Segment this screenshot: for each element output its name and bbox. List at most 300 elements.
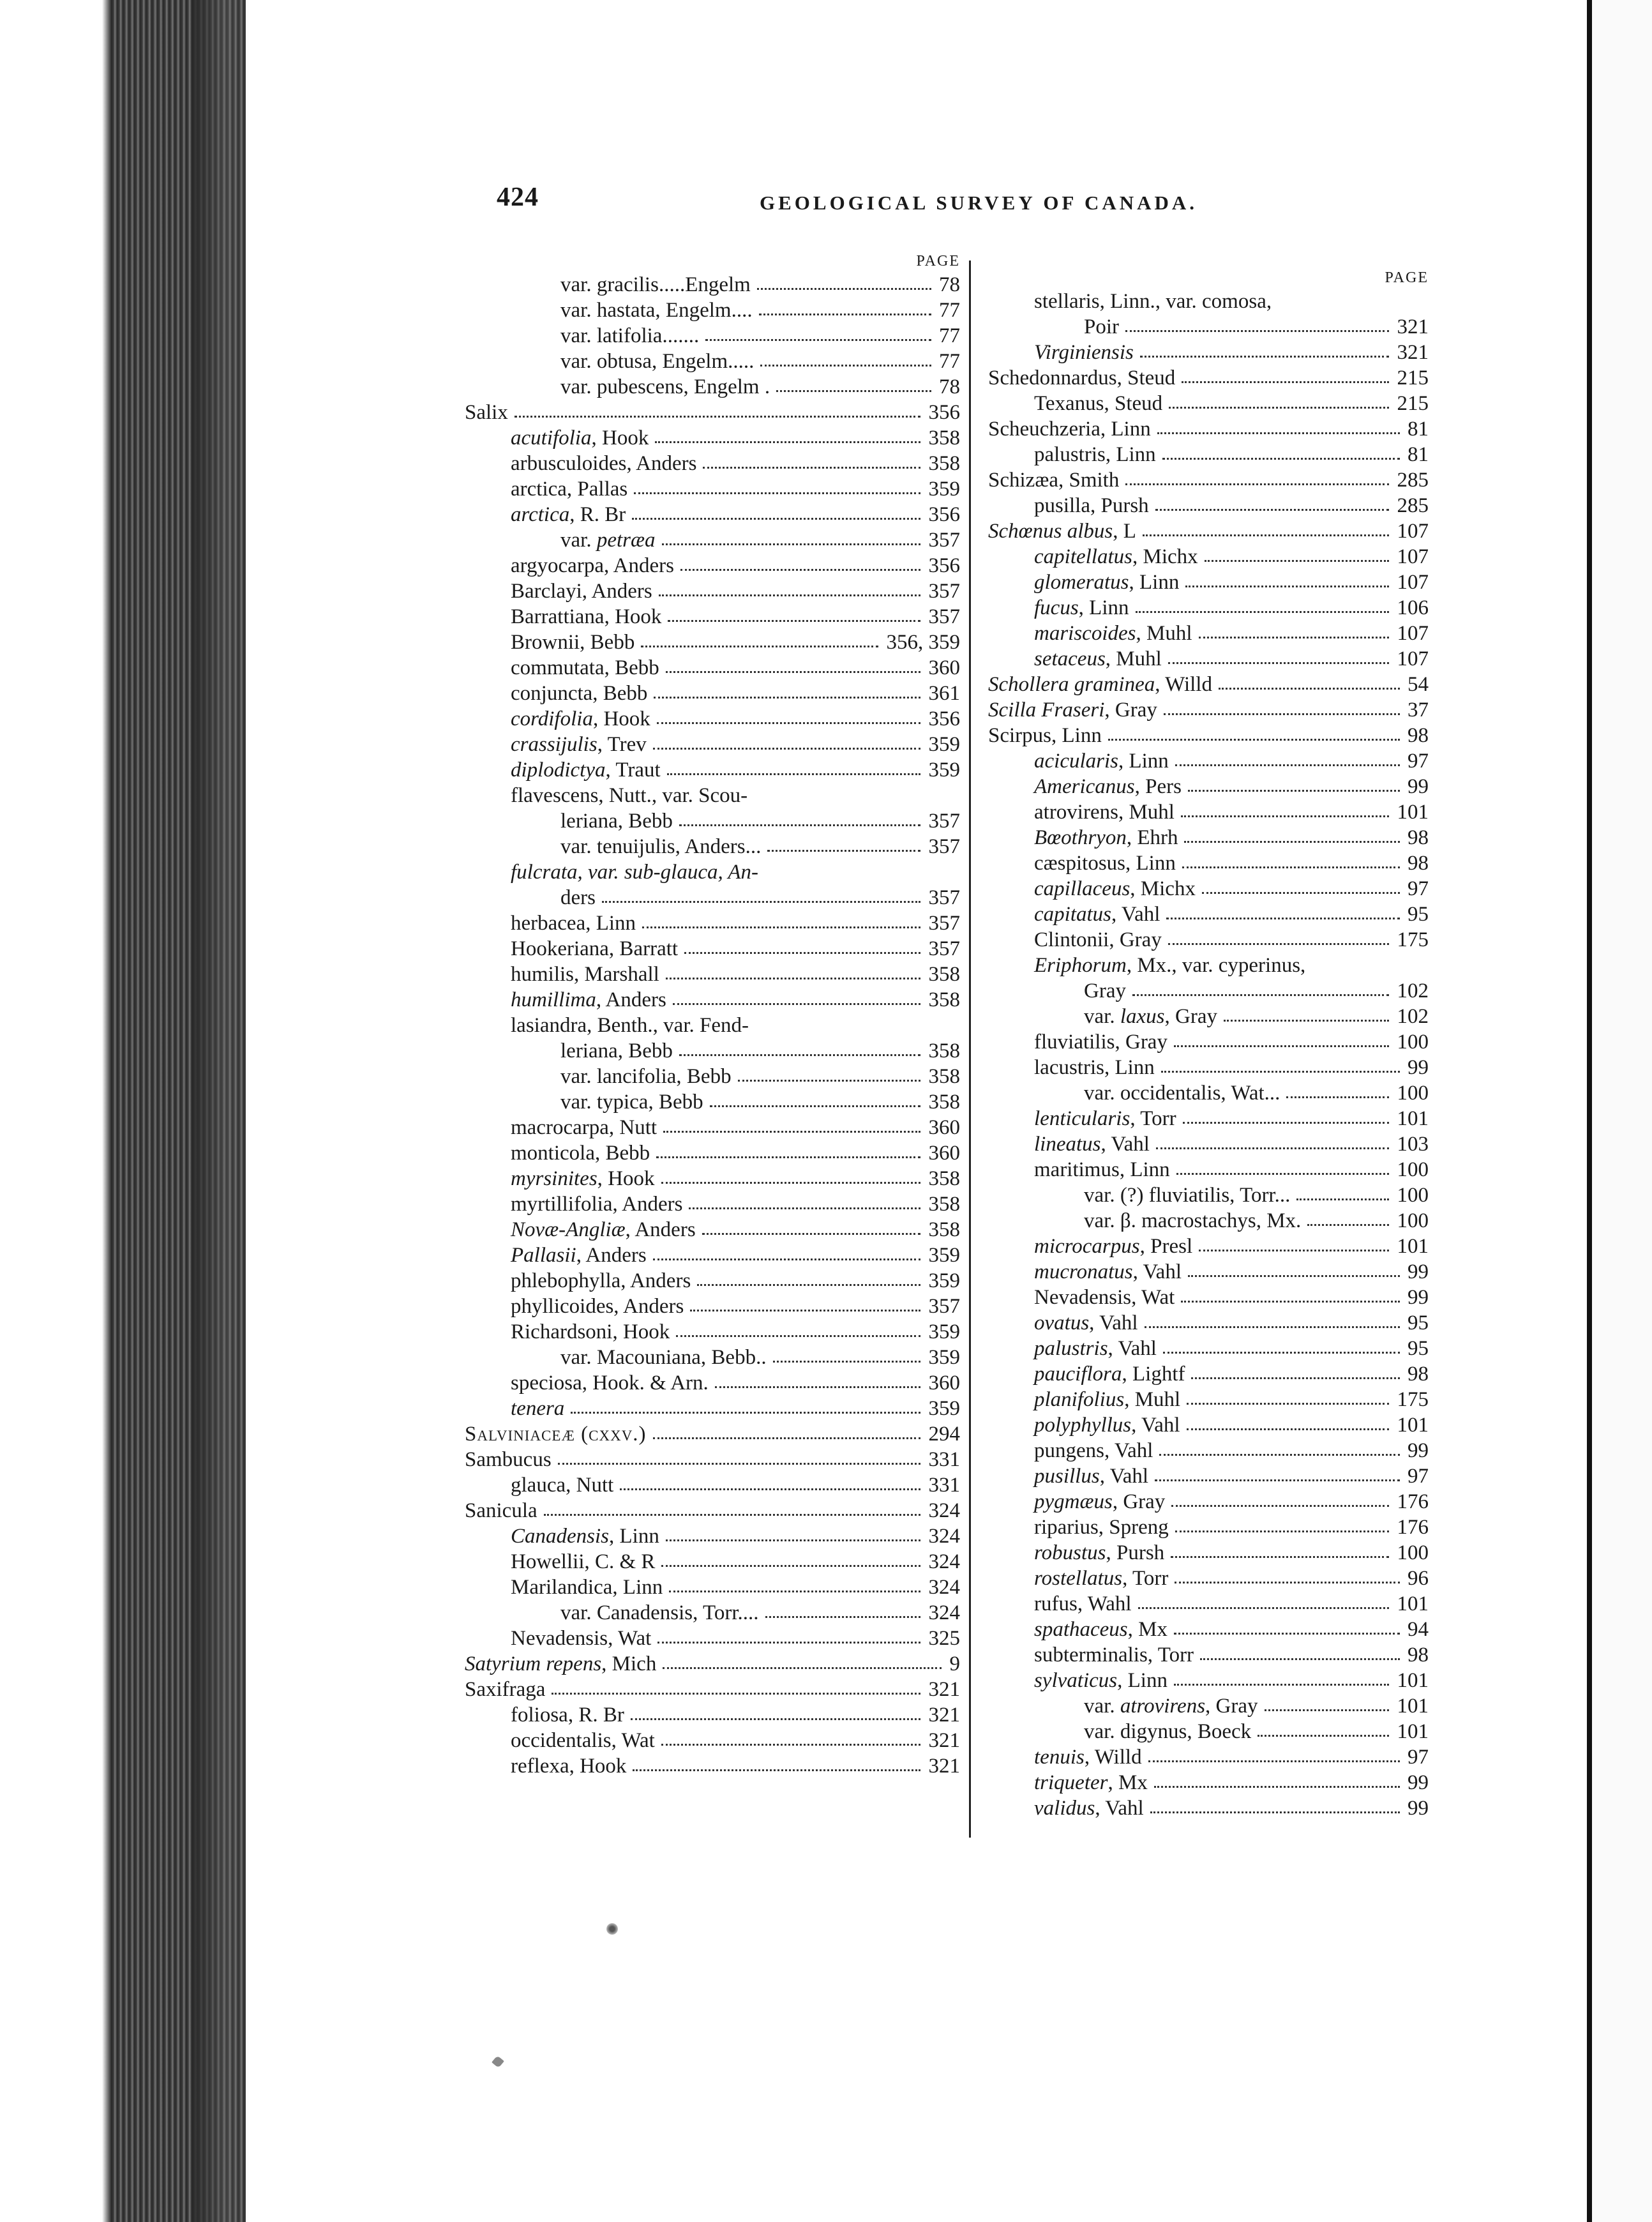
dot-leader <box>702 1233 920 1235</box>
index-entry <box>988 1668 1429 1693</box>
dot-leader <box>1175 1530 1389 1532</box>
index-entries <box>988 289 1429 1821</box>
entry-page: 77 <box>939 324 960 347</box>
index-entry <box>465 1217 960 1243</box>
index-entry <box>988 1336 1429 1361</box>
index-entry <box>988 391 1429 416</box>
entry-name: robustus, Pursh <box>1034 1541 1165 1564</box>
entry-name: argyocarpa, Anders <box>511 554 674 577</box>
dot-leader <box>661 1565 920 1567</box>
index-entry <box>988 1285 1429 1310</box>
entry-page: 176 <box>1397 1516 1429 1539</box>
index-column-left <box>465 250 960 1779</box>
dot-leader <box>668 620 920 622</box>
entry-page: 356 <box>928 554 960 577</box>
entry-page: 321 <box>1397 315 1429 338</box>
entry-name: riparius, Spreng <box>1034 1516 1169 1539</box>
entry-name: Salviniaceæ (cxxv.) <box>465 1423 647 1446</box>
entry-page: 321 <box>928 1729 960 1752</box>
index-entries <box>465 272 960 1779</box>
dot-leader <box>1136 611 1389 613</box>
dot-leader <box>653 1437 920 1439</box>
entry-name: Brownii, Bebb <box>511 631 635 654</box>
dot-leader <box>1163 1352 1400 1354</box>
dot-leader <box>684 952 920 954</box>
dot-leader <box>757 288 931 290</box>
dot-leader <box>514 416 920 418</box>
entry-page: 359 <box>928 1320 960 1343</box>
dot-leader <box>631 1718 920 1720</box>
entry-name: capitatus, Vahl <box>1034 903 1160 926</box>
dot-leader <box>760 365 931 367</box>
entry-page: 100 <box>1397 1082 1429 1105</box>
entry-name: speciosa, Hook. & Arn. <box>511 1372 709 1394</box>
dot-leader <box>663 1667 942 1669</box>
entry-name: mariscoides, Muhl <box>1034 622 1192 645</box>
dot-leader <box>544 1514 920 1516</box>
index-entry <box>988 1719 1429 1744</box>
index-entry <box>465 1319 960 1345</box>
index-entry <box>988 416 1429 442</box>
dot-leader <box>676 1335 920 1337</box>
entry-name: tenera <box>511 1397 565 1420</box>
dot-leader <box>1162 458 1400 460</box>
index-entry <box>465 1191 960 1217</box>
entry-name: Schizæa, Smith <box>988 469 1120 492</box>
dot-leader <box>1166 918 1400 919</box>
index-entry <box>465 1294 960 1319</box>
entry-page: 359 <box>928 1244 960 1267</box>
entry-page: 100 <box>1397 1031 1429 1054</box>
entry-name: Clintonii, Gray <box>1034 928 1162 951</box>
index-entry <box>465 1626 960 1651</box>
entry-page: 360 <box>928 1116 960 1139</box>
dot-leader <box>620 1488 920 1490</box>
index-entry <box>988 493 1429 518</box>
entry-page: 81 <box>1408 418 1429 441</box>
index-entry <box>465 1243 960 1268</box>
dot-leader <box>1296 1198 1389 1200</box>
entry-name: herbacea, Linn <box>511 912 636 935</box>
index-entry <box>465 502 960 527</box>
entry-name: lenticularis, Torr <box>1034 1107 1176 1130</box>
index-entry <box>988 1566 1429 1591</box>
dot-leader <box>690 1310 920 1311</box>
dot-leader <box>656 1156 920 1158</box>
entry-page: 357 <box>928 835 960 858</box>
entry-page: 100 <box>1397 1541 1429 1564</box>
entry-page: 100 <box>1397 1209 1429 1232</box>
entry-name: crassijulis, Trev <box>511 733 647 756</box>
entry-page: 106 <box>1397 596 1429 619</box>
entry-page: 101 <box>1397 1720 1429 1743</box>
entry-page: 99 <box>1408 1439 1429 1462</box>
entry-name: polyphyllus, Vahl <box>1034 1414 1180 1437</box>
dot-leader <box>654 697 920 699</box>
dot-leader <box>632 518 920 520</box>
entry-name: capillaceus, Michx <box>1034 877 1196 900</box>
dot-leader <box>1188 790 1400 792</box>
index-entry <box>988 723 1429 748</box>
entry-page: 361 <box>928 682 960 705</box>
entry-page: 331 <box>928 1474 960 1497</box>
entry-name: myrtillifolia, Anders <box>511 1193 683 1216</box>
dot-leader <box>1175 1582 1400 1583</box>
entry-name: capitellatus, Michx <box>1034 545 1198 568</box>
entry-name: macrocarpa, Nutt <box>511 1116 657 1139</box>
index-entry <box>988 1438 1429 1463</box>
index-entry <box>988 544 1429 570</box>
dot-leader <box>1145 1326 1400 1328</box>
entry-name: Eriphorum, Mx., var. cyperinus, <box>1034 954 1306 977</box>
index-entry <box>465 298 960 323</box>
entry-name: var. β. macrostachys, Mx. <box>1084 1209 1302 1232</box>
index-entry <box>988 1515 1429 1540</box>
entry-page: 358 <box>928 452 960 475</box>
entry-name: glauca, Nutt <box>511 1474 614 1497</box>
index-entry <box>465 578 960 604</box>
entry-name: flavescens, Nutt., var. Scou- <box>511 784 748 807</box>
page-edge-right <box>1587 0 1592 2222</box>
index-entry <box>988 1412 1429 1438</box>
entry-name: var. typica, Bebb <box>560 1091 703 1114</box>
index-entry <box>988 1591 1429 1617</box>
entry-name: var. Macouniana, Bebb.. <box>560 1346 767 1369</box>
entry-name: Schollera graminea, Willd <box>988 673 1212 696</box>
entry-page: 321 <box>928 1755 960 1778</box>
entry-page: 357 <box>928 810 960 833</box>
entry-page: 81 <box>1408 443 1429 466</box>
entry-page: 360 <box>928 1372 960 1394</box>
entry-page: 98 <box>1408 1644 1429 1666</box>
entry-page: 97 <box>1408 750 1429 773</box>
entry-name: Nevadensis, Wat <box>1034 1286 1175 1309</box>
entry-page: 107 <box>1397 647 1429 670</box>
entry-page: 324 <box>928 1525 960 1548</box>
index-entry <box>465 1702 960 1728</box>
dot-leader <box>634 492 920 494</box>
entry-name: acicularis, Linn <box>1034 750 1169 773</box>
entry-name: cæspitosus, Linn <box>1034 852 1176 875</box>
entry-page: 37 <box>1408 699 1429 722</box>
dot-leader <box>673 1003 920 1005</box>
entry-page: 98 <box>1408 852 1429 875</box>
index-entry <box>465 272 960 298</box>
entry-page: 102 <box>1397 1005 1429 1028</box>
entry-name: monticola, Bebb <box>511 1142 650 1165</box>
dot-leader <box>697 1284 920 1286</box>
entry-page: 99 <box>1408 1797 1429 1820</box>
dot-leader <box>1181 1301 1400 1303</box>
dot-leader <box>1164 713 1400 715</box>
dot-leader <box>1174 1045 1389 1047</box>
entry-name: arctica, R. Br <box>511 503 626 526</box>
index-entry <box>988 1310 1429 1336</box>
dot-leader <box>1181 815 1389 817</box>
dot-leader <box>663 1131 920 1133</box>
entry-page: 357 <box>928 886 960 909</box>
index-entry <box>465 476 960 502</box>
entry-page: 356 <box>928 503 960 526</box>
entry-name: var. digynus, Boeck <box>1084 1720 1252 1743</box>
column-divider <box>969 261 971 1838</box>
entry-page: 54 <box>1408 673 1429 696</box>
entry-name: foliosa, R. Br <box>511 1704 624 1727</box>
index-entry <box>988 850 1429 876</box>
entry-name: var. obtusa, Engelm..... <box>560 350 755 373</box>
entry-page: 98 <box>1408 826 1429 849</box>
dot-leader <box>1307 1224 1389 1226</box>
index-entry <box>465 527 960 553</box>
entry-name: Marilandica, Linn <box>511 1576 663 1599</box>
entry-name: Scirpus, Linn <box>988 724 1102 747</box>
index-entry <box>465 962 960 987</box>
entry-name: Hookeriana, Barratt <box>511 937 679 960</box>
index-entry <box>465 885 960 911</box>
index-entry <box>988 1029 1429 1055</box>
dot-leader <box>705 339 931 341</box>
dot-leader <box>1171 1505 1389 1507</box>
entry-name: phyllicoides, Anders <box>511 1295 684 1318</box>
index-entry <box>465 1447 960 1472</box>
dot-leader <box>1156 1147 1389 1149</box>
index-entry <box>988 902 1429 927</box>
dot-leader <box>1224 1020 1389 1022</box>
dot-leader <box>1168 662 1389 664</box>
entry-name: lacustris, Linn <box>1034 1056 1155 1079</box>
index-entry <box>988 774 1429 799</box>
entry-name: acutifolia, Hook <box>511 427 649 450</box>
index-entry <box>465 783 960 808</box>
entry-page: 99 <box>1408 1056 1429 1079</box>
index-entry <box>988 748 1429 774</box>
dot-leader <box>1148 1760 1400 1762</box>
entry-name: pauciflora, Lightf <box>1034 1363 1185 1386</box>
entry-name: fulcrata, var. sub-glauca, An- <box>511 861 759 884</box>
index-entry <box>465 451 960 476</box>
index-entry <box>988 1387 1429 1412</box>
index-entry <box>988 1234 1429 1259</box>
entry-name: Saxifraga <box>465 1678 546 1701</box>
entry-page: 357 <box>928 1295 960 1318</box>
entry-page: 357 <box>928 580 960 603</box>
entry-name: Gray <box>1084 979 1126 1002</box>
entry-name: sylvaticus, Linn <box>1034 1669 1168 1692</box>
index-entry <box>988 621 1429 646</box>
index-entry <box>465 681 960 706</box>
page-column-label: PAGE <box>1385 269 1429 286</box>
entry-page: 77 <box>939 350 960 373</box>
dot-leader <box>667 773 920 775</box>
dot-leader <box>1199 1250 1389 1251</box>
entry-name: Virginiensis <box>1034 341 1134 364</box>
index-entry <box>988 978 1429 1004</box>
index-entry <box>988 799 1429 825</box>
index-entry <box>465 1523 960 1549</box>
index-entry <box>465 374 960 400</box>
entry-name: Satyrium repens, Mich <box>465 1652 657 1675</box>
index-entry <box>988 467 1429 493</box>
entry-page: 99 <box>1408 1260 1429 1283</box>
index-entry <box>465 834 960 859</box>
entry-page: 358 <box>928 988 960 1011</box>
index-entry <box>988 1106 1429 1131</box>
entry-name: arbusculoides, Anders <box>511 452 697 475</box>
entry-page: 285 <box>1397 494 1429 517</box>
dot-leader <box>1175 764 1400 766</box>
dot-leader <box>1174 1633 1400 1635</box>
index-entry <box>988 570 1429 595</box>
entry-name: tenuis, Willd <box>1034 1746 1142 1769</box>
entry-name: pygmæus, Gray <box>1034 1490 1166 1513</box>
index-entry <box>988 825 1429 850</box>
entry-name: microcarpus, Presl <box>1034 1235 1193 1258</box>
dot-leader <box>1185 586 1389 587</box>
index-entry <box>465 1575 960 1600</box>
entry-page: 357 <box>928 912 960 935</box>
dot-leader <box>1157 432 1400 434</box>
dot-leader <box>1187 1428 1389 1430</box>
index-entry <box>988 1183 1429 1208</box>
entry-page: 356 <box>928 707 960 730</box>
dot-leader <box>633 1769 920 1771</box>
page-column-label: PAGE <box>916 253 960 269</box>
entry-page: 358 <box>928 427 960 450</box>
index-entry <box>465 987 960 1013</box>
entry-page: 99 <box>1408 775 1429 798</box>
entry-name: var. latifolia....... <box>560 324 700 347</box>
entry-name: ovatus, Vahl <box>1034 1311 1138 1334</box>
index-entry <box>465 936 960 962</box>
entry-page: 321 <box>928 1678 960 1701</box>
running-head: GEOLOGICAL SURVEY OF CANADA. <box>760 192 1198 214</box>
index-entry <box>465 1600 960 1626</box>
dot-leader <box>659 594 920 596</box>
entry-page: 102 <box>1397 979 1429 1002</box>
entry-name: spathaceus, Mx <box>1034 1618 1168 1641</box>
index-entry <box>465 604 960 630</box>
entry-page: 356, 359 <box>886 631 960 654</box>
entry-name: leriana, Bebb <box>560 1039 673 1062</box>
dot-leader <box>1125 330 1389 332</box>
entry-name: phlebophylla, Anders <box>511 1269 691 1292</box>
index-entry <box>988 1693 1429 1719</box>
entry-name: var. lancifolia, Bebb <box>560 1065 732 1088</box>
entry-page: 101 <box>1397 1107 1429 1130</box>
entry-page: 100 <box>1397 1184 1429 1207</box>
entry-name: ders <box>560 886 596 909</box>
entry-name: validus, Vahl <box>1034 1797 1144 1820</box>
page-number: 424 <box>497 183 539 212</box>
entry-name: Sambucus <box>465 1448 552 1471</box>
index-entry <box>465 349 960 374</box>
entry-name: pusilla, Pursh <box>1034 494 1149 517</box>
entry-name: pungens, Vahl <box>1034 1439 1153 1462</box>
index-entry <box>465 1396 960 1421</box>
entry-name: rostellatus, Torr <box>1034 1567 1169 1590</box>
entry-page: 97 <box>1408 1746 1429 1769</box>
entry-name: setaceus, Muhl <box>1034 647 1162 670</box>
entry-name: Poir <box>1084 315 1120 338</box>
entry-page: 321 <box>1397 341 1429 364</box>
entry-name: Bœothryon, Ehrh <box>1034 826 1178 849</box>
index-entry <box>988 1157 1429 1183</box>
index-entry <box>988 1540 1429 1566</box>
entry-page: 324 <box>928 1576 960 1599</box>
index-entry <box>988 1259 1429 1285</box>
dot-leader <box>1183 1122 1389 1124</box>
entry-page: 357 <box>928 605 960 628</box>
entry-name: var. petræa <box>560 529 656 552</box>
entry-name: var. tenuijulis, Anders... <box>560 835 762 858</box>
dot-leader <box>657 722 920 724</box>
entry-page: 294 <box>928 1423 960 1446</box>
entry-page: 103 <box>1397 1133 1429 1156</box>
entry-page: 97 <box>1408 877 1429 900</box>
index-entry <box>988 518 1429 544</box>
dot-leader <box>1138 1607 1389 1609</box>
entry-page: 99 <box>1408 1286 1429 1309</box>
index-entry <box>465 1064 960 1089</box>
dot-leader <box>1205 560 1389 562</box>
dot-leader <box>661 1182 920 1184</box>
entry-page: 357 <box>928 937 960 960</box>
entry-page: 215 <box>1397 392 1429 415</box>
dot-leader <box>641 646 878 647</box>
entry-page: 356 <box>928 401 960 424</box>
binding-shadow <box>191 0 249 2222</box>
entry-name: Americanus, Pers <box>1034 775 1182 798</box>
index-entry <box>465 1013 960 1038</box>
entry-name: var. (?) fluviatilis, Torr... <box>1084 1184 1291 1207</box>
dot-leader <box>1132 994 1389 996</box>
dot-leader <box>653 1258 920 1260</box>
entry-name: Nevadensis, Wat <box>511 1627 652 1650</box>
entry-name: conjuncta, Bebb <box>511 682 648 705</box>
dot-leader <box>666 978 920 979</box>
entry-page: 324 <box>928 1550 960 1573</box>
entry-name: palustris, Linn <box>1034 443 1156 466</box>
entry-page: 101 <box>1397 1669 1429 1692</box>
index-entry <box>465 1089 960 1115</box>
dot-leader <box>1184 841 1400 843</box>
dot-leader <box>1155 1479 1400 1481</box>
dot-leader <box>666 671 920 673</box>
index-entry <box>465 1472 960 1498</box>
entry-page: 359 <box>928 733 960 756</box>
index-entry <box>988 1795 1429 1821</box>
entry-name: triqueter, Mx <box>1034 1771 1148 1794</box>
entry-page: 358 <box>928 1065 960 1088</box>
entry-page: 95 <box>1408 1311 1429 1334</box>
entry-name: lasiandra, Benth., var. Fend- <box>511 1014 749 1037</box>
index-entry <box>988 442 1429 467</box>
ink-mark <box>492 2055 504 2068</box>
entry-page: 176 <box>1397 1490 1429 1513</box>
entry-name: fucus, Linn <box>1034 596 1129 619</box>
dot-leader <box>1143 534 1389 536</box>
dot-leader <box>558 1463 920 1465</box>
index-entry <box>465 1038 960 1064</box>
index-entry <box>988 1617 1429 1642</box>
entry-name: var. occidentalis, Wat... <box>1084 1082 1280 1105</box>
ink-speck <box>606 1923 618 1935</box>
index-entry <box>988 365 1429 391</box>
entry-page: 358 <box>928 1039 960 1062</box>
dot-leader <box>689 1207 920 1209</box>
entry-page: 324 <box>928 1601 960 1624</box>
page-edge-left <box>0 0 118 2222</box>
